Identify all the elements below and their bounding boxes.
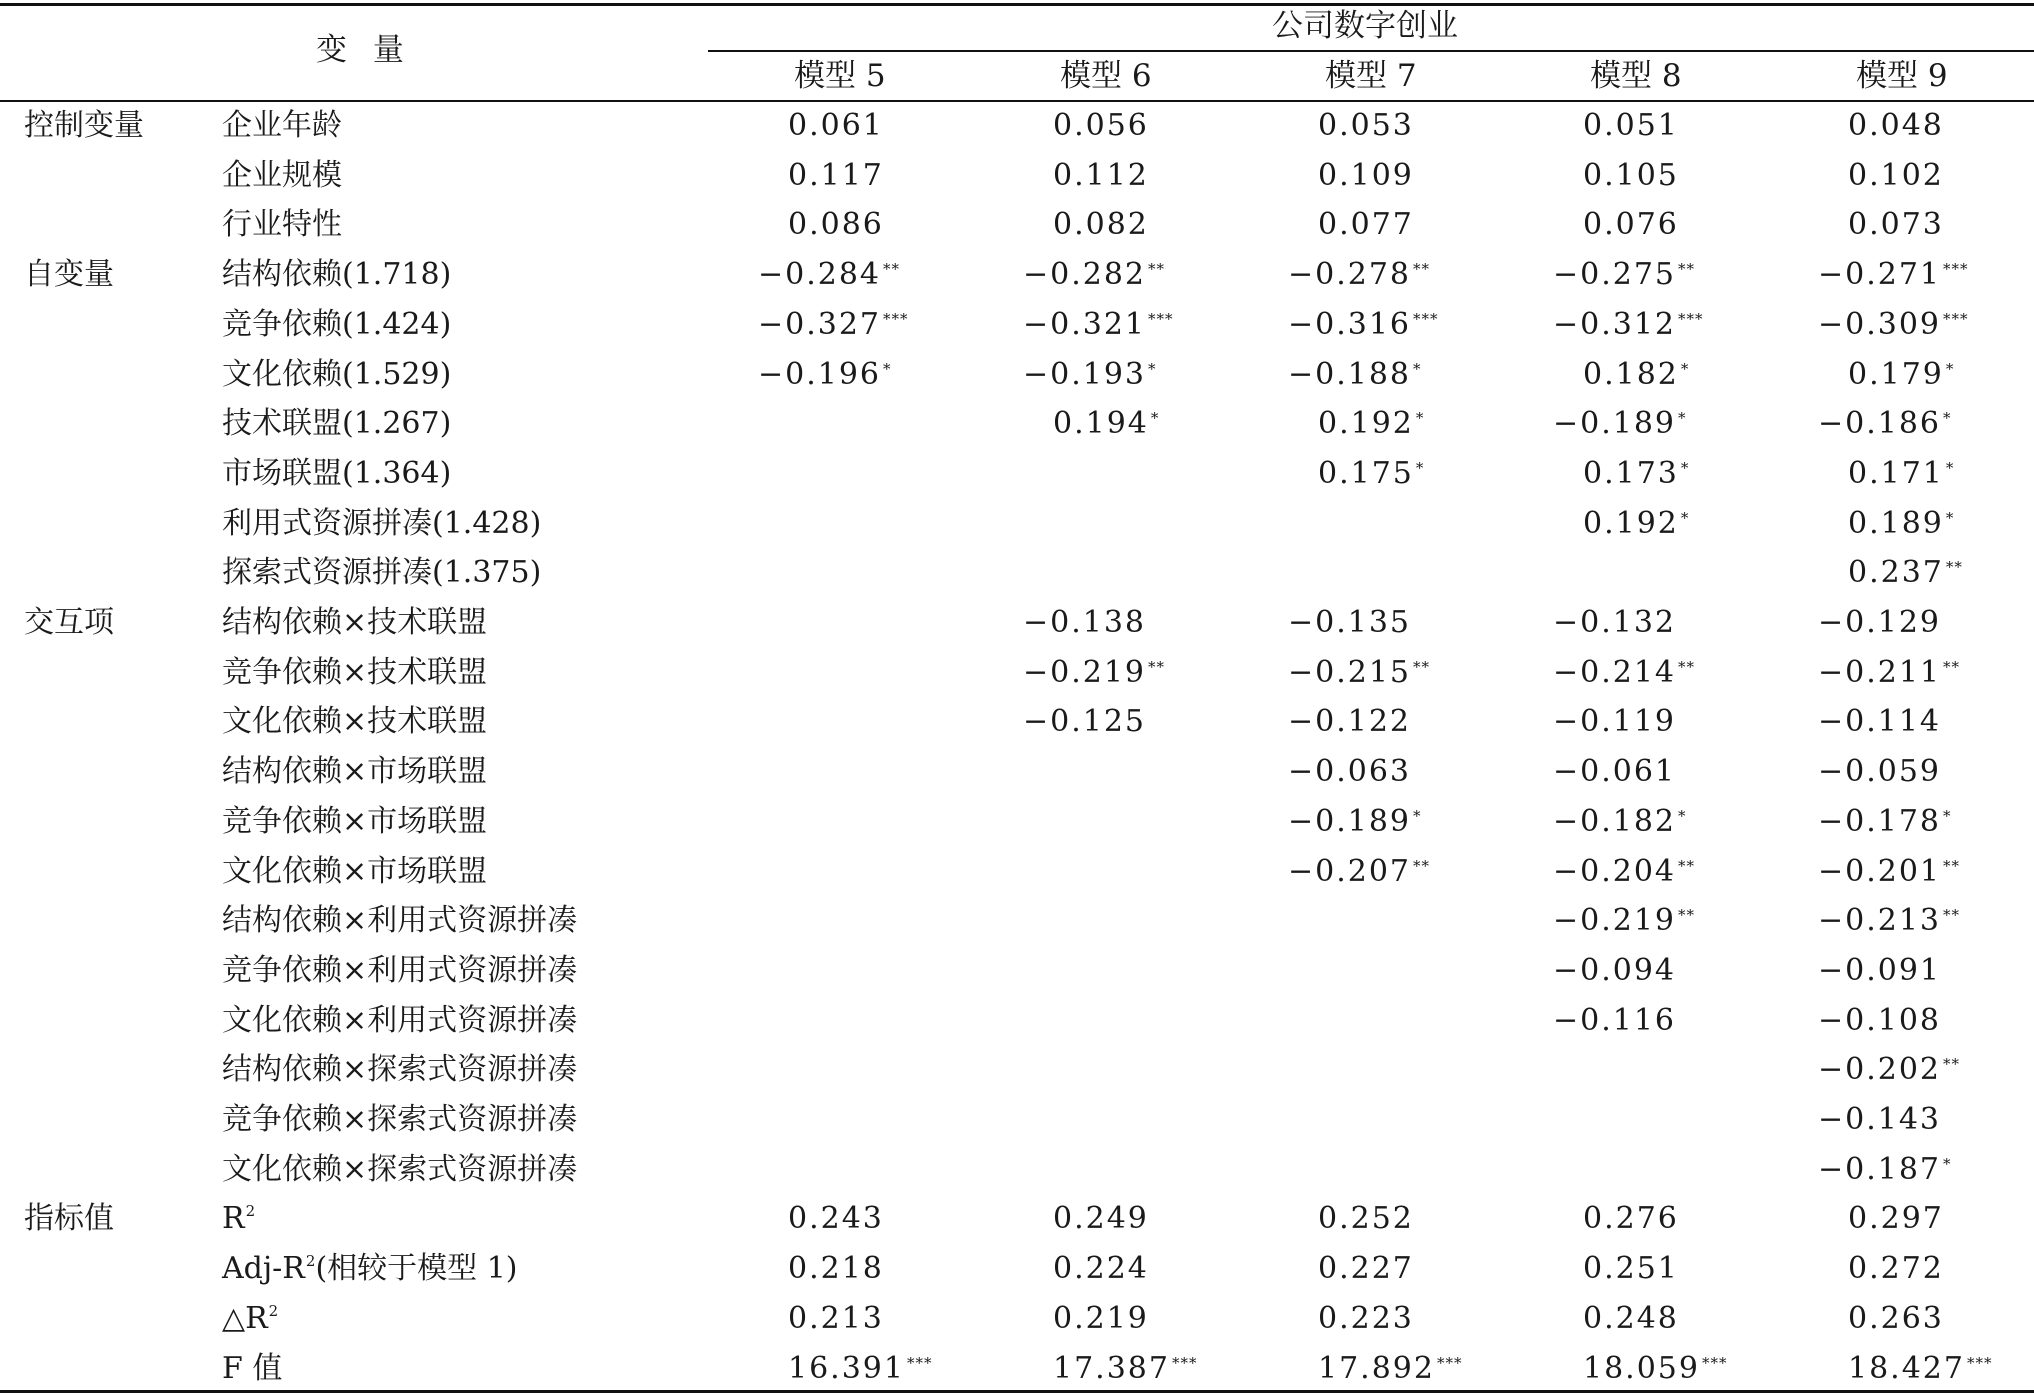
header-model-6: 模型 6	[1060, 58, 1152, 94]
variable-name-text: 竞争依赖×利用式资源拼凑	[222, 953, 578, 988]
coefficient-cell-model-8	[1553, 752, 1676, 792]
header-model-8: 模型 8	[1590, 58, 1682, 94]
coefficient-value: 18.427	[1848, 1351, 1965, 1386]
coefficient-value: −0.202	[1818, 1052, 1942, 1087]
coefficient-cell-model-8	[1553, 603, 1676, 643]
coefficient-cell-model-8	[1553, 1001, 1676, 1041]
coefficient-value: −0.312	[1553, 307, 1677, 342]
significance-stars: *	[1680, 360, 1690, 378]
coefficient-value: 0.182	[1583, 357, 1679, 392]
coefficient-cell-model-9	[1848, 156, 1944, 196]
coefficient-cell-model-6	[1053, 1299, 1149, 1339]
coefficient-value: −0.187	[1818, 1152, 1942, 1187]
coefficient-cell-model-5	[758, 255, 900, 295]
coefficient-cell-model-9	[1848, 1199, 1944, 1239]
row-variable-name	[222, 852, 487, 892]
coefficient-value: 0.243	[788, 1201, 884, 1236]
coefficient-value: −0.178	[1818, 804, 1942, 839]
significance-stars: *	[1943, 1155, 1952, 1173]
header-model-7: 模型 7	[1325, 58, 1417, 94]
coefficient-value: 0.082	[1053, 207, 1149, 242]
header-group-title: 公司数字创业	[1272, 8, 1458, 44]
coefficient-cell-model-8	[1583, 156, 1679, 196]
coefficient-cell-model-9	[1818, 1050, 1960, 1090]
coefficient-cell-model-9	[1848, 1349, 1992, 1389]
significance-stars: *	[1415, 409, 1425, 427]
variable-name-text: 文化依赖(1.529)	[222, 357, 452, 392]
coefficient-cell-model-6	[1053, 1349, 1197, 1389]
coefficient-cell-model-9	[1848, 1249, 1944, 1289]
coefficient-value: −0.189	[1288, 804, 1412, 839]
coefficient-value: 0.189	[1848, 506, 1944, 541]
coefficient-value: −0.204	[1553, 854, 1677, 889]
coefficient-value: 0.252	[1318, 1201, 1414, 1236]
coefficient-value: −0.214	[1553, 655, 1677, 690]
row-variable-name	[222, 106, 342, 146]
coefficient-cell-model-8	[1553, 901, 1695, 941]
coefficient-value: −0.201	[1818, 854, 1942, 889]
significance-stars: **	[1943, 1055, 1961, 1073]
significance-stars: ***	[1413, 310, 1439, 328]
significance-stars: ***	[1701, 1354, 1728, 1372]
superscript-2: 2	[305, 1252, 316, 1270]
header-bottom-rule	[0, 100, 2034, 102]
coefficient-cell-model-9	[1848, 504, 1954, 544]
row-variable-name	[222, 404, 451, 444]
coefficient-value: 0.109	[1318, 158, 1414, 193]
significance-stars: **	[1413, 658, 1431, 676]
coefficient-cell-model-8	[1583, 355, 1689, 395]
row-variable-name	[222, 1100, 577, 1140]
coefficient-value: 0.276	[1583, 1201, 1679, 1236]
coefficient-value: 0.086	[788, 207, 884, 242]
row-variable-name	[222, 355, 451, 395]
coefficient-value: −0.196	[758, 357, 882, 392]
header-model-9: 模型 9	[1856, 58, 1948, 94]
row-variable-name	[222, 205, 342, 245]
variable-name-text: 企业年龄	[222, 108, 342, 143]
coefficient-value: −0.207	[1288, 854, 1412, 889]
significance-stars: *	[1413, 360, 1422, 378]
coefficient-value: −0.189	[1553, 406, 1677, 441]
variable-name-text: △R	[222, 1301, 268, 1336]
coefficient-cell-model-7	[1318, 1299, 1414, 1339]
coefficient-value: −0.063	[1288, 754, 1412, 789]
row-variable-name	[222, 1249, 517, 1289]
significance-stars: *	[1150, 409, 1160, 427]
coefficient-value: −0.094	[1553, 953, 1677, 988]
significance-stars: *	[1678, 807, 1687, 825]
row-category: 指标值	[24, 1201, 114, 1236]
significance-stars: ***	[906, 1354, 933, 1372]
row-variable-name	[222, 553, 541, 593]
coefficient-value: 0.051	[1583, 108, 1679, 143]
coefficient-value: −0.125	[1023, 704, 1147, 739]
row-variable-name	[222, 156, 342, 196]
coefficient-value: 0.248	[1583, 1301, 1679, 1336]
coefficient-cell-model-9	[1818, 404, 1952, 444]
coefficient-value: −0.186	[1818, 406, 1942, 441]
row-variable-name	[222, 901, 577, 941]
variable-name-text: 市场联盟(1.364)	[222, 456, 452, 491]
significance-stars: ***	[883, 310, 909, 328]
coefficient-value: 0.076	[1583, 207, 1679, 242]
significance-stars: ***	[1966, 1354, 1993, 1372]
header-model-5: 模型 5	[794, 58, 886, 94]
coefficient-value: 0.224	[1053, 1251, 1149, 1286]
variable-name-text: 竞争依赖×技术联盟	[222, 655, 488, 690]
coefficient-value: 0.249	[1053, 1201, 1149, 1236]
coefficient-value: 0.117	[788, 158, 884, 193]
coefficient-value: −0.122	[1288, 704, 1412, 739]
row-variable-name	[222, 951, 577, 991]
coefficient-cell-model-9	[1818, 305, 1969, 345]
coefficient-value: −0.182	[1553, 804, 1677, 839]
coefficient-cell-model-6	[1023, 355, 1157, 395]
coefficient-value: −0.327	[758, 307, 882, 342]
coefficient-cell-model-8	[1583, 454, 1689, 494]
coefficient-value: 0.263	[1848, 1301, 1944, 1336]
significance-stars: ***	[1678, 310, 1704, 328]
coefficient-cell-model-9	[1848, 1299, 1944, 1339]
significance-stars: *	[1945, 509, 1955, 527]
significance-stars: *	[1680, 509, 1690, 527]
coefficient-cell-model-9	[1848, 205, 1944, 245]
coefficient-value: −0.116	[1553, 1003, 1677, 1038]
significance-stars: *	[883, 360, 892, 378]
significance-stars: **	[1413, 857, 1431, 875]
coefficient-value: 0.272	[1848, 1251, 1944, 1286]
coefficient-cell-model-6	[1023, 305, 1174, 345]
coefficient-value: −0.215	[1288, 655, 1412, 690]
variable-name-text: 文化依赖×探索式资源拼凑	[222, 1152, 578, 1187]
coefficient-value: 0.194	[1053, 406, 1149, 441]
coefficient-value: 0.251	[1583, 1251, 1679, 1286]
coefficient-cell-model-7	[1288, 702, 1411, 742]
coefficient-value: −0.132	[1553, 605, 1677, 640]
coefficient-cell-model-7	[1288, 802, 1422, 842]
coefficient-value: −0.059	[1818, 754, 1942, 789]
variable-name-text: 文化依赖×市场联盟	[222, 854, 488, 889]
variable-name-text: 竞争依赖(1.424)	[222, 307, 452, 342]
coefficient-cell-model-8	[1553, 653, 1695, 693]
coefficient-value: −0.193	[1023, 357, 1147, 392]
superscript-2: 2	[245, 1202, 256, 1220]
significance-stars: ***	[1943, 260, 1969, 278]
coefficient-value: −0.211	[1818, 655, 1942, 690]
significance-stars: ***	[1171, 1354, 1198, 1372]
coefficient-value: 0.173	[1583, 456, 1679, 491]
coefficient-value: −0.188	[1288, 357, 1412, 392]
coefficient-cell-model-9	[1818, 802, 1952, 842]
coefficient-cell-model-8	[1553, 702, 1676, 742]
row-category: 控制变量	[24, 108, 144, 143]
variable-name-text: 结构依赖×技术联盟	[222, 605, 488, 640]
coefficient-value: −0.114	[1818, 704, 1942, 739]
variable-name-text: 竞争依赖×探索式资源拼凑	[222, 1102, 578, 1137]
coefficient-cell-model-5	[788, 1299, 884, 1339]
coefficient-value: 0.179	[1848, 357, 1944, 392]
row-variable-name	[222, 603, 487, 643]
significance-stars: **	[1943, 906, 1961, 924]
coefficient-cell-model-6	[1053, 106, 1149, 146]
coefficient-value: −0.108	[1818, 1003, 1942, 1038]
coefficient-value: 0.056	[1053, 108, 1149, 143]
coefficient-cell-model-7	[1318, 404, 1424, 444]
coefficient-cell-model-7	[1318, 454, 1424, 494]
coefficient-value: −0.278	[1288, 257, 1412, 292]
coefficient-cell-model-6	[1023, 603, 1146, 643]
variable-name-text: 企业规模	[222, 158, 342, 193]
coefficient-value: −0.282	[1023, 257, 1147, 292]
coefficient-value: 16.391	[788, 1351, 905, 1386]
coefficient-cell-model-9	[1818, 653, 1960, 693]
variable-name-text: 结构依赖×市场联盟	[222, 754, 488, 789]
significance-stars: **	[1678, 857, 1696, 875]
coefficient-cell-model-7	[1288, 603, 1411, 643]
significance-stars: **	[1148, 658, 1166, 676]
coefficient-value: 17.892	[1318, 1351, 1435, 1386]
coefficient-cell-model-8	[1553, 951, 1676, 991]
coefficient-value: −0.129	[1818, 605, 1942, 640]
coefficient-value: 0.227	[1318, 1251, 1414, 1286]
coefficient-cell-model-7	[1288, 852, 1430, 892]
variable-name-text: 结构依赖(1.718)	[222, 257, 452, 292]
coefficient-cell-model-8	[1583, 1299, 1679, 1339]
variable-name-text: Adj-R	[222, 1251, 305, 1286]
row-variable-name	[222, 752, 487, 792]
coefficient-value: 0.223	[1318, 1301, 1414, 1336]
row-variable-name	[222, 653, 487, 693]
coefficient-value: −0.143	[1818, 1102, 1942, 1137]
top-rule	[0, 3, 2034, 6]
coefficient-value: 0.192	[1318, 406, 1414, 441]
coefficient-cell-model-7	[1318, 1249, 1414, 1289]
coefficient-cell-model-6	[1053, 404, 1159, 444]
coefficient-value: 0.218	[788, 1251, 884, 1286]
coefficient-cell-model-9	[1818, 702, 1941, 742]
significance-stars: *	[1148, 360, 1157, 378]
coefficient-cell-model-8	[1553, 404, 1687, 444]
coefficient-cell-model-5	[788, 1199, 884, 1239]
coefficient-cell-model-5	[758, 305, 909, 345]
variable-name-text: 技术联盟(1.267)	[222, 406, 452, 441]
significance-stars: ***	[1436, 1354, 1463, 1372]
significance-stars: *	[1943, 807, 1952, 825]
coefficient-cell-model-6	[1023, 702, 1146, 742]
group-underline	[708, 50, 2034, 52]
variable-name-text: 结构依赖×利用式资源拼凑	[222, 903, 578, 938]
coefficient-cell-model-8	[1553, 255, 1695, 295]
coefficient-cell-model-8	[1583, 1349, 1727, 1389]
row-category: 自变量	[24, 257, 114, 292]
significance-stars: **	[1678, 658, 1696, 676]
row-variable-name	[222, 1150, 577, 1190]
significance-stars: *	[1945, 459, 1955, 477]
significance-stars: *	[1680, 459, 1690, 477]
row-variable-name	[222, 1299, 278, 1339]
coefficient-cell-model-9	[1848, 454, 1954, 494]
coefficient-cell-model-7	[1318, 156, 1414, 196]
coefficient-cell-model-5	[788, 1349, 932, 1389]
variable-name-text: F 值	[222, 1351, 283, 1386]
coefficient-cell-model-5	[788, 106, 884, 146]
coefficient-value: −0.275	[1553, 257, 1677, 292]
coefficient-value: 0.219	[1053, 1301, 1149, 1336]
superscript-2: 2	[268, 1302, 279, 1320]
coefficient-value: 0.102	[1848, 158, 1944, 193]
variable-name-text: 文化依赖×技术联盟	[222, 704, 488, 739]
row-variable-name	[222, 1199, 255, 1239]
coefficient-value: 17.387	[1053, 1351, 1170, 1386]
coefficient-cell-model-8	[1583, 1249, 1679, 1289]
significance-stars: *	[1678, 409, 1687, 427]
coefficient-cell-model-9	[1818, 1150, 1952, 1190]
coefficient-cell-model-9	[1818, 752, 1941, 792]
coefficient-cell-model-7	[1318, 205, 1414, 245]
coefficient-value: 0.112	[1053, 158, 1149, 193]
coefficient-cell-model-8	[1553, 802, 1687, 842]
coefficient-cell-model-5	[758, 355, 892, 395]
variable-name-text: 文化依赖×利用式资源拼凑	[222, 1003, 578, 1038]
coefficient-value: −0.119	[1553, 704, 1677, 739]
coefficient-value: −0.213	[1818, 903, 1942, 938]
row-variable-name	[222, 1349, 282, 1389]
coefficient-cell-model-9	[1818, 255, 1969, 295]
significance-stars: *	[1415, 459, 1425, 477]
coefficient-cell-model-6	[1023, 653, 1165, 693]
row-variable-name	[222, 802, 487, 842]
significance-stars: **	[1413, 260, 1431, 278]
coefficient-cell-model-9	[1818, 603, 1941, 643]
coefficient-cell-model-7	[1288, 653, 1430, 693]
significance-stars: **	[1943, 658, 1961, 676]
coefficient-value: −0.061	[1553, 754, 1677, 789]
coefficient-cell-model-9	[1848, 106, 1944, 146]
coefficient-cell-model-7	[1318, 1199, 1414, 1239]
coefficient-cell-model-7	[1288, 752, 1411, 792]
coefficient-cell-model-9	[1848, 553, 1963, 593]
coefficient-value: 0.053	[1318, 108, 1414, 143]
coefficient-cell-model-9	[1818, 951, 1941, 991]
coefficient-cell-model-9	[1818, 852, 1960, 892]
significance-stars: **	[1678, 906, 1696, 924]
significance-stars: **	[1945, 558, 1963, 576]
coefficient-value: −0.316	[1288, 307, 1412, 342]
coefficient-cell-model-9	[1818, 1100, 1941, 1140]
coefficient-value: −0.309	[1818, 307, 1942, 342]
coefficient-value: 0.237	[1848, 555, 1944, 590]
row-variable-name	[222, 1001, 577, 1041]
row-variable-name	[222, 504, 541, 544]
significance-stars: *	[1945, 360, 1955, 378]
coefficient-value: 0.061	[788, 108, 884, 143]
coefficient-value: −0.271	[1818, 257, 1942, 292]
coefficient-value: 18.059	[1583, 1351, 1700, 1386]
coefficient-cell-model-5	[788, 1249, 884, 1289]
row-variable-name	[222, 1050, 577, 1090]
coefficient-value: −0.135	[1288, 605, 1412, 640]
coefficient-value: 0.171	[1848, 456, 1944, 491]
row-variable-name	[222, 454, 451, 494]
row-variable-name	[222, 305, 451, 345]
coefficient-value: −0.284	[758, 257, 882, 292]
significance-stars: *	[1943, 409, 1952, 427]
coefficient-cell-model-8	[1583, 1199, 1679, 1239]
coefficient-cell-model-9	[1818, 1001, 1941, 1041]
coefficient-value: 0.105	[1583, 158, 1679, 193]
coefficient-cell-model-6	[1053, 156, 1149, 196]
coefficient-cell-model-6	[1023, 255, 1165, 295]
coefficient-value: 0.077	[1318, 207, 1414, 242]
coefficient-cell-model-7	[1318, 106, 1414, 146]
coefficient-value: −0.138	[1023, 605, 1147, 640]
coefficient-cell-model-7	[1318, 1349, 1462, 1389]
coefficient-value: 0.297	[1848, 1201, 1944, 1236]
coefficient-value: −0.219	[1553, 903, 1677, 938]
coefficient-cell-model-5	[788, 205, 884, 245]
coefficient-value: −0.091	[1818, 953, 1942, 988]
coefficient-cell-model-6	[1053, 1249, 1149, 1289]
coefficient-value: 0.175	[1318, 456, 1414, 491]
coefficient-value: 0.073	[1848, 207, 1944, 242]
coefficient-cell-model-8	[1553, 852, 1695, 892]
variable-name-text: 探索式资源拼凑(1.375)	[222, 555, 542, 590]
coefficient-value: −0.219	[1023, 655, 1147, 690]
coefficient-cell-model-6	[1053, 205, 1149, 245]
row-variable-name	[222, 702, 487, 742]
coefficient-value: 0.213	[788, 1301, 884, 1336]
significance-stars: **	[883, 260, 901, 278]
coefficient-value: −0.321	[1023, 307, 1147, 342]
coefficient-cell-model-7	[1288, 355, 1422, 395]
variable-name-text: 利用式资源拼凑(1.428)	[222, 506, 542, 541]
variable-name-suffix: (相较于模型 1)	[315, 1251, 518, 1286]
variable-name-text: 竞争依赖×市场联盟	[222, 804, 488, 839]
bottom-rule	[0, 1390, 2034, 1393]
coefficient-cell-model-8	[1583, 504, 1689, 544]
header-variable: 变 量	[316, 32, 412, 68]
coefficient-value: 0.192	[1583, 506, 1679, 541]
coefficient-cell-model-7	[1288, 305, 1439, 345]
significance-stars: ***	[1148, 310, 1174, 328]
significance-stars: **	[1943, 857, 1961, 875]
significance-stars: **	[1678, 260, 1696, 278]
variable-name-text: 结构依赖×探索式资源拼凑	[222, 1052, 578, 1087]
variable-name-text: R	[222, 1201, 245, 1236]
coefficient-cell-model-9	[1848, 355, 1954, 395]
row-category: 交互项	[24, 605, 114, 640]
coefficient-value: 0.048	[1848, 108, 1944, 143]
coefficient-cell-model-5	[788, 156, 884, 196]
coefficient-cell-model-8	[1583, 106, 1679, 146]
row-variable-name	[222, 255, 451, 295]
coefficient-cell-model-8	[1583, 205, 1679, 245]
significance-stars: ***	[1943, 310, 1969, 328]
coefficient-cell-model-6	[1053, 1199, 1149, 1239]
significance-stars: *	[1413, 807, 1422, 825]
significance-stars: **	[1148, 260, 1166, 278]
coefficient-cell-model-9	[1818, 901, 1960, 941]
coefficient-cell-model-7	[1288, 255, 1430, 295]
coefficient-cell-model-8	[1553, 305, 1704, 345]
variable-name-text: 行业特性	[222, 207, 342, 242]
